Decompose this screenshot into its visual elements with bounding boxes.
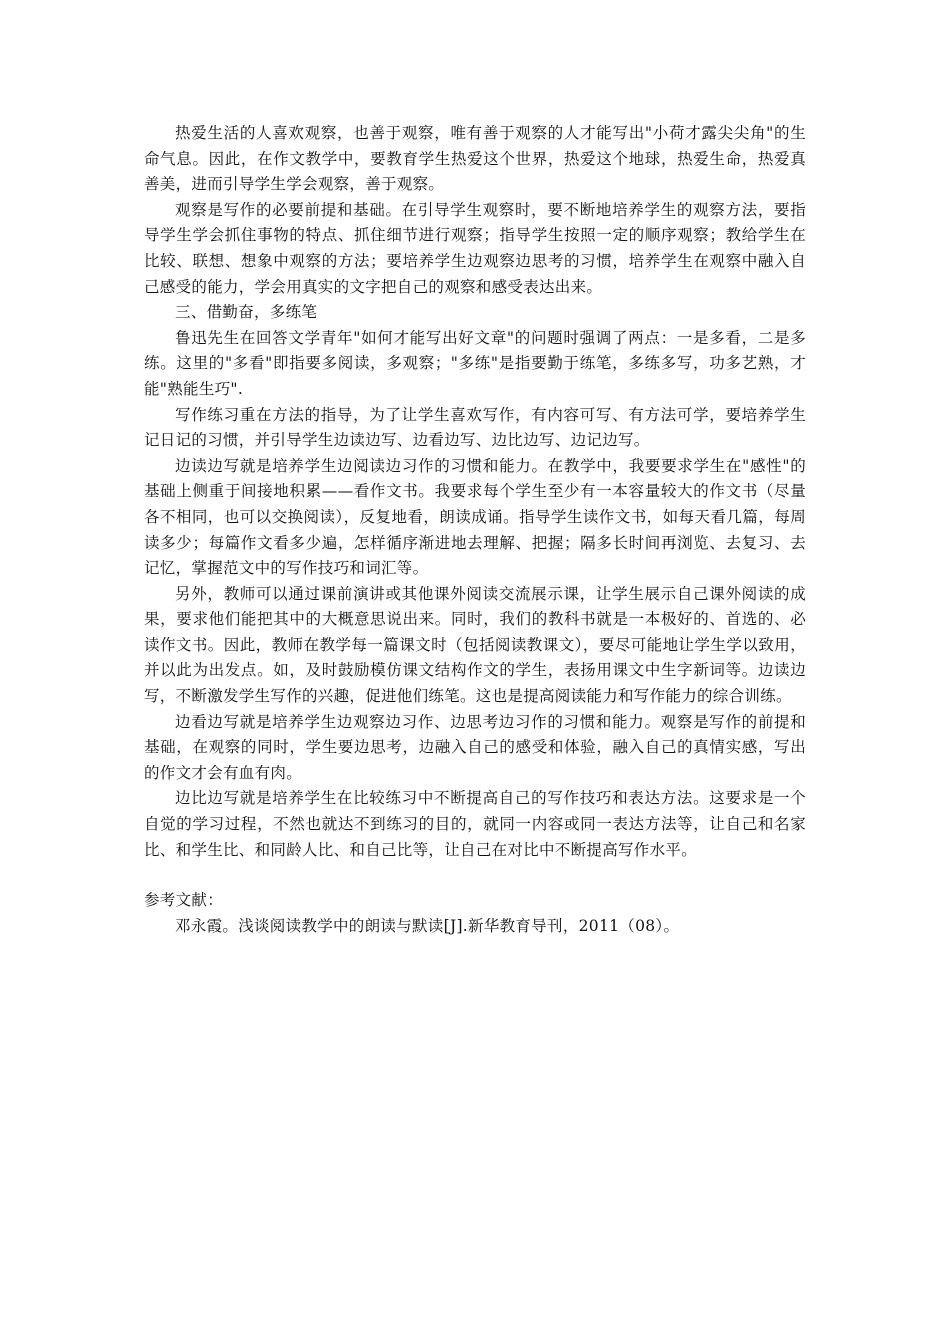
body-paragraph: 另外，教师可以通过课前演讲或其他课外阅读交流展示课，让学生展示自己课外阅读的成果，要求他们能把其中的大概意思说出来。同时，我们的教科书就是一本极好的、首选的、必读作文书。因此，教师在教学每一篇课文时（包括阅读教课文），要尽可能地让学生学以致用，并以此为出发点。如，及时鼓励模仿课文结构作文的学生，表扬用课文中生字新词等。边读边写，不断激发学生写作的兴趣，促进他们练笔。这也是提高阅读能力和写作能力的综合训练。 [144, 584, 806, 706]
body-paragraph: 鲁迅先生在回答文学青年"如何才能写出好文章"的问题时强调了两点：一是多看，二是多练。这里的"多看"即指要多阅读，多观察；"多练"是指要勤于练笔，多练多写，功多艺熟，才能"熟能生巧". [144, 328, 806, 398]
body-paragraph: 边看边写就是培养学生边观察边习作、边思考边习作的习惯和能力。观察是写作的前提和基础，在观察的同时，学生要边思考，边融入自己的感受和体验，融入自己的真情实感，写出的作文才会有血有肉。 [144, 712, 806, 782]
references-title: 参考文献： [144, 891, 224, 910]
body-paragraph: 热爱生活的人喜欢观察，也善于观察，唯有善于观察的人才能写出"小荷才露尖尖角"的生命气息。因此，在作文教学中，要教育学生热爱这个世界，热爱这个地球，热爱生命，热爱真善美，进而引导学生学会观察，善于观察。 [144, 124, 806, 194]
references-section [144, 888, 806, 939]
section-heading: 三、借勤奋，多练笔 [175, 303, 318, 322]
body-paragraph: 边读边写就是培养学生边阅读边习作的习惯和能力。在教学中，我要要求学生在"感性"的基础上侧重于间接地积累——看作文书。我要求每个学生至少有一本容量较大的作文书（尽量各不相同，也可以交换阅读），反复地看，朗读成诵。指导学生读作文书，如每天看几篇，每周读多少；每篇作文看多少遍，怎样循序渐进地去理解、把握；隔多长时间再浏览、去复习、去记忆，掌握范文中的写作技巧和词汇等。 [144, 456, 806, 578]
reference-item: 邓永霞。浅谈阅读教学中的朗读与默读[J].新华教育导刊，2011（08）。 [175, 916, 680, 935]
body-paragraph: 观察是写作的必要前提和基础。在引导学生观察时，要不断地培养学生的观察方法，要指导学生学会抓住事物的特点、抓住细节进行观察；指导学生按照一定的顺序观察；教给学生在比较、联想、想象中观察的方法；要培养学生边观察边思考的习惯，培养学生在观察中融入自己感受的能力，学会用真实的文字把自己的观察和感受表达出来。 [144, 200, 806, 296]
body-paragraph: 边比边写就是培养学生在比较练习中不断提高自己的写作技巧和表达方法。这要求是一个自觉的学习过程，不然也就达不到练习的目的，就同一内容或同一表达方法等，让自己和名家比、和学生比、和同龄人比、和自己比等，让自己在对比中不断提高写作水平。 [144, 789, 806, 859]
body-paragraph: 写作练习重在方法的指导，为了让学生喜欢写作，有内容可写、有方法可学，要培养学生记日记的习惯，并引导学生边读边写、边看边写、边比边写、边记边写。 [144, 405, 806, 450]
